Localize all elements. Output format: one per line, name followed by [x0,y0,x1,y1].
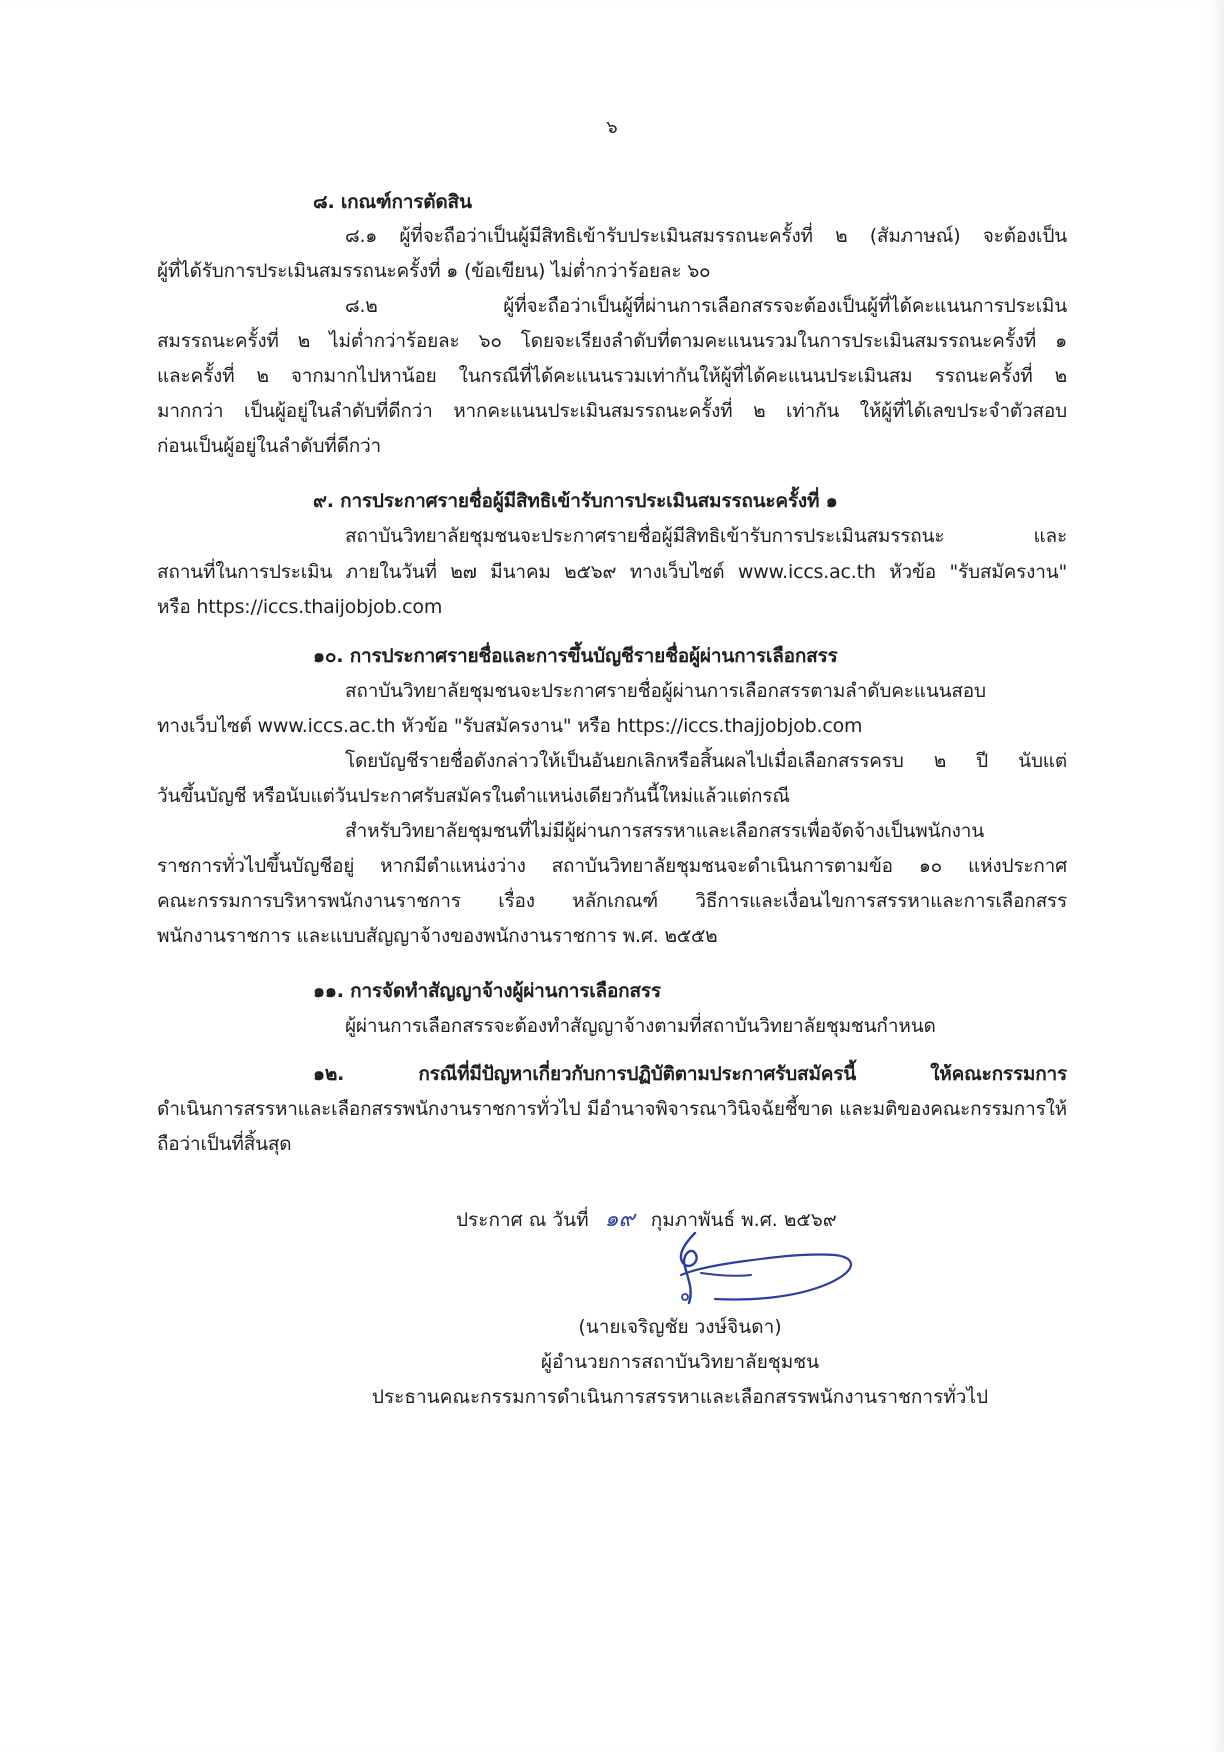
section-8-2-line-2: สมรรถนะครั้งที่ ๒ ไม่ต่ำกว่าร้อยละ ๖๐ โดยจะเรียงลำดับที่ตามคะแนนรวมในการประเมินสมรรถนะครั้งที่ ๑ [157,330,1067,352]
section-8-1-line-2: ผู้ที่ได้รับการประเมินสมรรถนะครั้งที่ ๑ (ข้อเขียน) ไม่ต่ำกว่าร้อยละ ๖๐ [157,260,711,282]
section-10-p2-line-2: วันขึ้นบัญชี หรือนับแต่วันประกาศรับสมัครในตำแหน่งเดียวกันนี้ใหม่แล้วแต่กรณี [157,785,790,807]
section-11-line-1: ผู้ผ่านการเลือกสรรจะต้องทำสัญญาจ้างตามที่สถาบันวิทยาลัยชุมชนกำหนด [345,1015,936,1037]
section-9-heading: ๙. การประกาศรายชื่อผู้มีสิทธิเข้ารับการประเมินสมรรถนะครั้งที่ ๑ [313,490,838,512]
section-9-line-3: หรือ https://iccs.thaijobjob.com [157,596,443,618]
section-10-p3-line-4: พนักงานราชการ และแบบสัญญาจ้างของพนักงานราชการ พ.ศ. ๒๕๕๒ [157,925,718,947]
section-8-2-line-5: ก่อนเป็นผู้อยู่ในลำดับที่ดีกว่า [157,435,382,457]
page-number: ๖ [606,117,618,138]
announcement-prefix: ประกาศ ณ วันที่ [456,1209,589,1231]
signatory-position: ผู้อำนวยการสถาบันวิทยาลัยชุมชน [540,1351,820,1373]
section-12-line-3: ถือว่าเป็นที่สิ้นสุด [157,1133,292,1155]
announcement-month-year: กุมภาพันธ์ พ.ศ. ๒๕๖๙ [650,1209,837,1231]
section-10-p3-line-3: คณะกรรมการบริหารพนักงานราชการ เรื่อง หลักเกณฑ์ วิธีการและเงื่อนไขการสรรหาและการเลือกสรร [157,890,1067,912]
section-11-heading: ๑๑. การจัดทำสัญญาจ้างผู้ผ่านการเลือกสรร [313,980,661,1002]
section-9-line-1: สถาบันวิทยาลัยชุมชนจะประกาศรายชื่อผู้มีสิทธิเข้ารับการประเมินสมรรถนะ และ [345,525,1067,547]
signatory-name: (นายเจริญชัย วงษ์จินดา) [578,1316,782,1338]
section-9-line-2: สถานที่ในการประเมิน ภายในวันที่ ๒๗ มีนาคม ๒๕๖๙ ทางเว็บไซต์ www.iccs.ac.th หัวข้อ "รับสมัครงาน" [157,561,1067,583]
section-10-p1-line-1: สถาบันวิทยาลัยชุมชนจะประกาศรายชื่อผู้ผ่านการเลือกสรรตามลำดับคะแนนสอบ [345,680,986,702]
section-8-heading: ๘. เกณฑ์การตัดสิน [313,191,472,213]
section-8-1-line-1: ๘.๑ ผู้ที่จะถือว่าเป็นผู้มีสิทธิเข้ารับประเมินสมรรถนะครั้งที่ ๒ (สัมภาษณ์) จะต้องเป็น [345,225,1067,247]
handwritten-signature [655,1225,865,1310]
section-12-line-1: ๑๒. กรณีที่มีปัญหาเกี่ยวกับการปฏิบัติตามประกาศรับสมัครนี้ ให้คณะกรรมการ [313,1063,1067,1085]
section-8-2-line-1: ๘.๒ ผู้ที่จะถือว่าเป็นผู้ที่ผ่านการเลือกสรรจะต้องเป็นผู้ที่ได้คะแนนการประเมิน [345,295,1067,317]
section-10-p1-line-2: ทางเว็บไซต์ www.iccs.ac.th หัวข้อ "รับสมัครงาน" หรือ https://iccs.thajjobjob.com [157,715,863,737]
section-10-heading: ๑๐. การประกาศรายชื่อและการขึ้นบัญชีรายชื่อผู้ผ่านการเลือกสรร [313,645,838,667]
section-12-line-2: ดำเนินการสรรหาและเลือกสรรพนักงานราชการทั่วไป มีอำนาจพิจารณาวินิจฉัยชี้ขาด และมติของคณะกรรมการให้ [157,1098,1067,1120]
section-10-p3-line-1: สำหรับวิทยาลัยชุมชนที่ไม่มีผู้ผ่านการสรรหาและเลือกสรรเพื่อจัดจ้างเป็นพนักงาน [345,820,984,842]
section-10-p3-line-2: ราชการทั่วไปขึ้นบัญชีอยู่ หากมีตำแหน่งว่าง สถาบันวิทยาลัยชุมชนจะดำเนินการตามข้อ ๑๐ แห่งประกาศ [157,855,1067,877]
section-8-2-line-3: และครั้งที่ ๒ จากมากไปหาน้อย ในกรณีที่ได้คะแนนรวมเท่ากันให้ผู้ที่ได้คะแนนประเมินสม รรถนะครั้งที่ ๒ [157,365,1067,387]
section-10-p2-line-1: โดยบัญชีรายชื่อดังกล่าวให้เป็นอันยกเลิกหรือสิ้นผลไปเมื่อเลือกสรรครบ ๒ ปี นับแต่ [345,750,1067,772]
section-8-2-line-4: มากกว่า เป็นผู้อยู่ในลำดับที่ดีกว่า หากคะแนนประเมินสมรรถนะครั้งที่ ๒ เท่ากัน ให้ผู้ที่ได้เลขประจำตัวสอบ [157,400,1067,422]
signatory-role: ประธานคณะกรรมการดำเนินการสรรหาและเลือกสรรพนักงานราชการทั่วไป [371,1386,989,1408]
announcement-day: ๑๙ [604,1207,635,1232]
